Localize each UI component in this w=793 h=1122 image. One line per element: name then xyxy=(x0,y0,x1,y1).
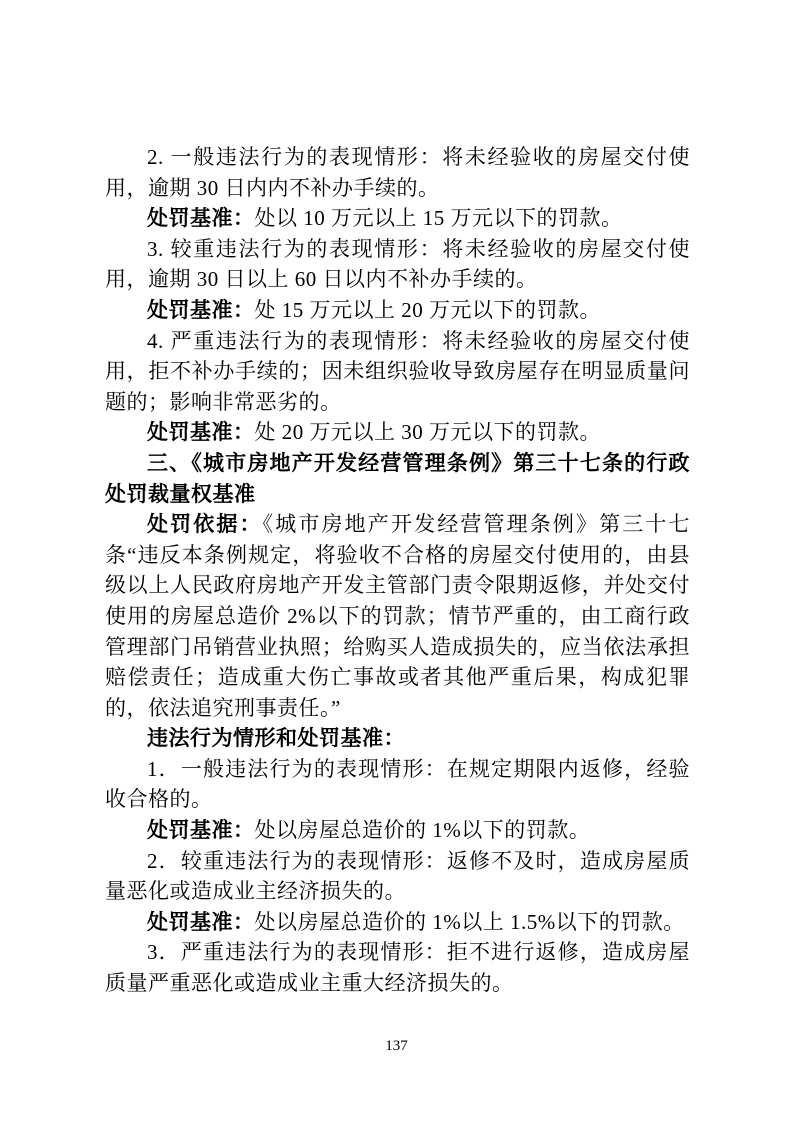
document-content xyxy=(105,142,690,999)
paragraph-item-2-moderate xyxy=(105,846,690,907)
paragraph-item-2-general xyxy=(105,142,690,203)
paragraph-item-1-general xyxy=(105,754,690,815)
paragraph-label: 处罚基准： xyxy=(147,420,255,445)
paragraph-text: 1．一般违法行为的表现情形：在规定期限内返修，经验收合格的。 xyxy=(105,756,690,812)
paragraph-label: 处罚基准： xyxy=(147,206,255,231)
paragraph-text: 3. 较重违法行为的表现情形：将未经验收的房屋交付使用，逾期 30 日以上 60 日以内不补办手续的。 xyxy=(105,236,690,292)
paragraph-label: 处罚基准： xyxy=(147,818,255,843)
paragraph-penalty-standard xyxy=(105,815,690,846)
paragraph-text: 处 20 万元以上 30 万元以下的罚款。 xyxy=(254,420,601,445)
paragraph-penalty-basis xyxy=(105,509,690,723)
paragraph-penalty-standard xyxy=(105,907,690,938)
paragraph-text: 4. 严重违法行为的表现情形：将未经验收的房屋交付使用，拒不补办手续的；因未组织验收导致房屋存在明显质量问题的；影响非常恶劣的。 xyxy=(105,328,690,414)
paragraph-penalty-standard xyxy=(105,203,690,234)
paragraph-penalty-standard xyxy=(105,417,690,448)
paragraph-label: 处罚基准： xyxy=(147,909,255,934)
page-number: 137 xyxy=(385,1038,408,1054)
paragraph-item-4-severe xyxy=(105,326,690,418)
paragraph-item-3-moderate xyxy=(105,234,690,295)
paragraph-penalty-standard xyxy=(105,295,690,326)
paragraph-text: 处以房屋总造价的 1%以上 1.5%以下的罚款。 xyxy=(254,909,685,934)
paragraph-text: 处 15 万元以上 20 万元以下的罚款。 xyxy=(254,297,601,322)
section-heading-article-37: 三、《城市房地产开发经营管理条例》第三十七条的行政处罚裁量权基准 xyxy=(105,450,690,506)
paragraph-text: 3．严重违法行为的表现情形：拒不进行返修，造成房屋质量严重恶化或造成业主重大经济损失的。 xyxy=(105,940,690,996)
paragraph-label: 处罚基准： xyxy=(147,297,255,322)
paragraph-label: 处罚依据： xyxy=(147,512,263,537)
subsection-heading-violations: 违法行为情形和处罚基准： xyxy=(147,726,405,751)
paragraph-text: 《城市房地产开发经营管理条例》第三十七条“违反本条例规定，将验收不合格的房屋交付使用的，由县级以上人民政府房地产开发主管部门责令限期返修，并处交付使用的房屋总造价 2%以下的罚款；情节严重的，由工商行政管理部门吊销营业执照；给购买人造成损失的，应当依法承担赔偿责任；造成重大伤亡事故或者其他严重后果，构成犯罪的，依法追究刑事责任。” xyxy=(105,512,691,720)
paragraph-text: 2．较重违法行为的表现情形：返修不及时，造成房屋质量恶化或造成业主经济损失的。 xyxy=(105,848,690,904)
paragraph-text: 处以房屋总造价的 1%以下的罚款。 xyxy=(254,818,591,843)
page-footer xyxy=(0,1036,793,1056)
paragraph-text: 处以 10 万元以上 15 万元以下的罚款。 xyxy=(254,206,623,231)
paragraph-text: 2. 一般违法行为的表现情形：将未经验收的房屋交付使用，逾期 30 日内内不补办手续的。 xyxy=(105,145,690,200)
paragraph-item-3-severe xyxy=(105,937,690,998)
